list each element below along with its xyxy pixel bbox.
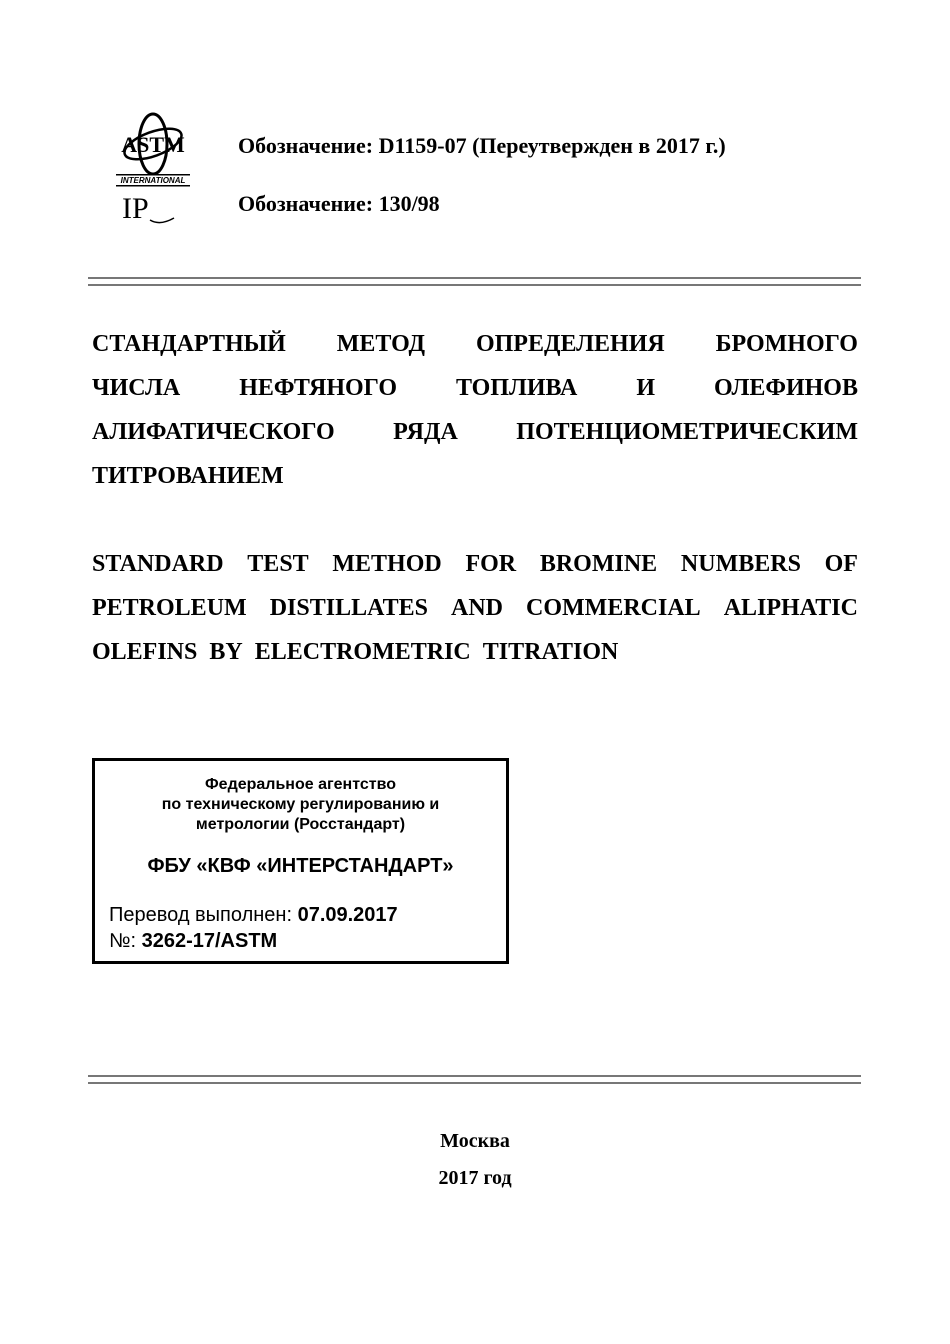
title-en-line — [92, 630, 858, 674]
stamp-agency-line: Федеральное агентство — [205, 776, 396, 793]
ip-logo-text: IP — [122, 192, 149, 225]
designation-ip: Обозначение: 130/98 — [238, 191, 440, 216]
title-ru-word: НЕФТЯНОГО — [239, 375, 397, 401]
title-ru-word: БРОМНОГО — [715, 331, 858, 357]
title-en-word: DISTILLATES — [269, 595, 428, 621]
title-ru-word: ОЛЕФИНОВ — [713, 375, 858, 401]
title-en-word: NUMBERS — [680, 551, 801, 577]
title-en-word: BROMINE — [539, 551, 658, 577]
translation-stamp — [92, 758, 509, 964]
title-en-word: COMMERCIAL — [526, 595, 701, 621]
title-ru-word: ТИТРОВАНИЕМ — [92, 463, 284, 489]
title-ru-line — [92, 454, 858, 498]
top-divider — [88, 277, 861, 286]
title-ru-word: ЧИСЛА — [92, 375, 181, 401]
number-label: №: — [109, 930, 142, 952]
stamp-organization: ФБУ «КВФ «ИНТЕРСТАНДАРТ» — [147, 855, 454, 877]
number-value: 3262-17 — [141, 930, 215, 952]
title-ru-word: ПОТЕНЦИОМЕТРИЧЕСКИМ — [516, 419, 858, 445]
astm-logo — [112, 112, 194, 188]
title-en-word: TEST — [247, 551, 309, 577]
bottom-divider — [88, 1075, 861, 1084]
title-en-line — [92, 586, 858, 630]
title-ru-line — [92, 366, 858, 410]
title-en-word: STANDARD — [92, 551, 224, 577]
title-ru-word: ОПРЕДЕЛЕНИЯ — [475, 331, 665, 357]
designation-astm: Обозначение: D1159-07 (Переутвержден в 2017 г.) — [238, 133, 726, 158]
title-en-word: ALIPHATIC — [723, 595, 858, 621]
ip-logo — [120, 190, 176, 226]
stamp-agency-line: метрологии (Росстандарт) — [195, 816, 406, 833]
title-en-word: METHOD — [332, 551, 442, 577]
title-ru-word: МЕТОД — [336, 331, 426, 357]
title-en-word: FOR — [465, 551, 517, 577]
title-en-word: AND — [451, 595, 504, 621]
title-ru-line — [92, 322, 858, 366]
title-ru-word: ТОПЛИВА — [455, 375, 578, 401]
title-russian — [92, 322, 858, 498]
title-english — [92, 542, 858, 674]
publication-city: Москва — [440, 1130, 510, 1152]
title-en-word: PETROLEUM — [92, 595, 247, 621]
title-ru-line — [92, 410, 858, 454]
number-suffix: /ASTM — [214, 930, 278, 952]
astm-logo-subtitle: INTERNATIONAL — [120, 176, 186, 185]
title-en-word: TITRATION — [482, 639, 619, 665]
title-en-word: BY — [209, 639, 243, 665]
stamp-agency — [95, 775, 506, 835]
stamp-translation-info — [109, 902, 398, 954]
title-en-word: OLEFINS — [92, 639, 198, 665]
title-ru-word: СТАНДАРТНЫЙ — [92, 331, 286, 357]
title-ru-word: И — [636, 375, 656, 401]
title-ru-word: АЛИФАТИЧЕСКОГО — [92, 419, 335, 445]
astm-logo-text: ASTM — [121, 132, 185, 157]
translation-label: Перевод выполнен: — [109, 904, 298, 926]
title-en-word: OF — [824, 551, 858, 577]
title-en-word: ELECTROMETRIC — [254, 639, 471, 665]
stamp-agency-line: по техническому регулированию и — [161, 796, 440, 813]
translation-date: 07.09.2017 — [297, 904, 398, 926]
title-en-line — [92, 542, 858, 586]
publication-year: 2017 год — [438, 1167, 512, 1189]
title-ru-word: РЯДА — [393, 419, 458, 445]
